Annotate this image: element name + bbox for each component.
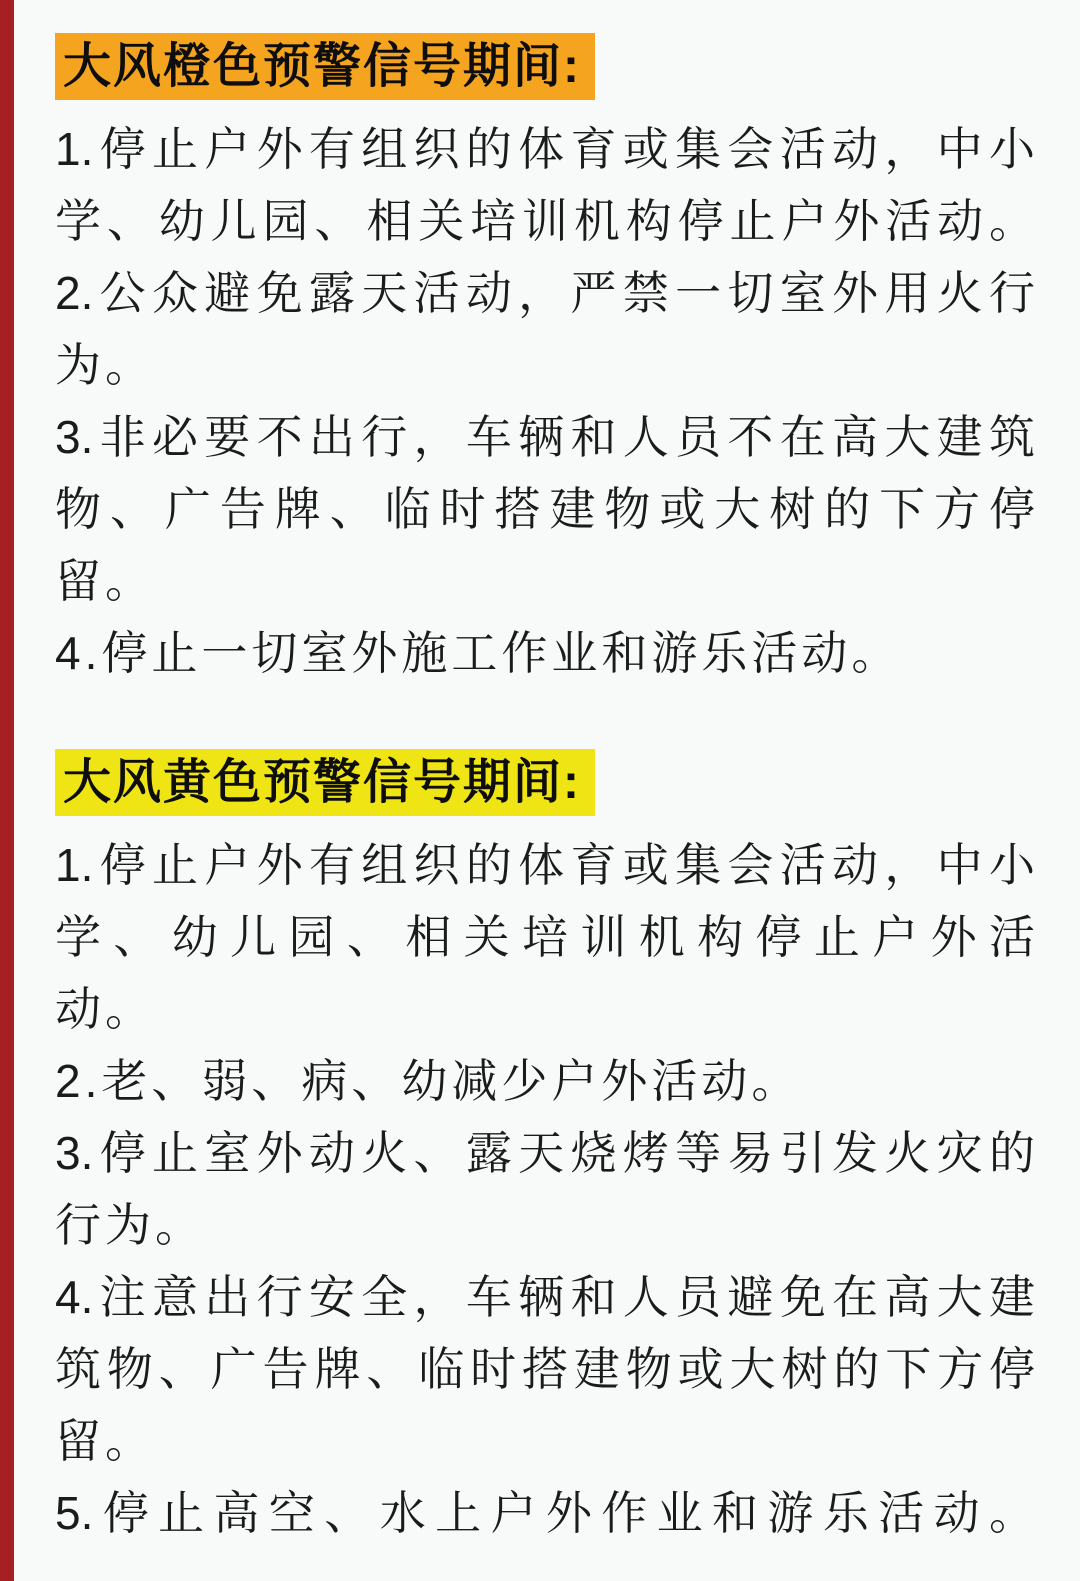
list-item bbox=[55, 401, 1035, 617]
text-line: 行为。 bbox=[55, 1199, 205, 1251]
text-line: 2.老、弱、病、幼减少户外活动。 bbox=[55, 1055, 802, 1107]
text-line: 1.停止户外有组织的体育或集会活动，中小 bbox=[55, 123, 1035, 175]
text-line: 2.公众避免露天活动，严禁一切室外用火行 bbox=[55, 267, 1035, 319]
list-item bbox=[55, 1117, 1035, 1261]
section-heading-row bbox=[55, 749, 1035, 816]
text-line: 4.注意出行安全，车辆和人员避免在高大建 bbox=[55, 1271, 1035, 1323]
list-item bbox=[55, 113, 1035, 257]
text-line: 1.停止户外有组织的体育或集会活动，中小 bbox=[55, 839, 1035, 891]
text-line: 4.停止一切室外施工作业和游乐活动。 bbox=[55, 627, 902, 679]
text-line: 学、幼儿园、相关培训机构停止户外活动。 bbox=[55, 195, 1035, 247]
section-orange-warning bbox=[55, 33, 1035, 689]
text-line: 物、广告牌、临时搭建物或大树的下方停 bbox=[55, 483, 1035, 535]
list-item bbox=[55, 1477, 1035, 1549]
section-yellow-warning bbox=[55, 749, 1035, 1549]
section-heading-yellow-warning: 大风黄色预警信号期间: bbox=[55, 749, 595, 816]
text-line: 留。 bbox=[55, 555, 155, 607]
section-heading-orange-warning: 大风橙色预警信号期间: bbox=[55, 33, 595, 100]
list-item bbox=[55, 1261, 1035, 1477]
text-line: 5.停止高空、水上户外作业和游乐活动。 bbox=[55, 1487, 1035, 1539]
list-item bbox=[55, 257, 1035, 401]
list-item bbox=[55, 1045, 1035, 1117]
text-line: 为。 bbox=[55, 339, 155, 391]
text-line: 3.停止室外动火、露天烧烤等易引发火灾的 bbox=[55, 1127, 1035, 1179]
text-line: 筑物、广告牌、临时搭建物或大树的下方停 bbox=[55, 1343, 1035, 1395]
text-line: 留。 bbox=[55, 1415, 155, 1467]
section-heading-row bbox=[55, 33, 1035, 100]
text-line: 学、幼儿园、相关培训机构停止户外活 bbox=[55, 911, 1035, 963]
text-line: 动。 bbox=[55, 983, 155, 1035]
list-item bbox=[55, 829, 1035, 1045]
text-line: 3.非必要不出行，车辆和人员不在高大建筑 bbox=[55, 411, 1035, 463]
list-item bbox=[55, 617, 1035, 689]
